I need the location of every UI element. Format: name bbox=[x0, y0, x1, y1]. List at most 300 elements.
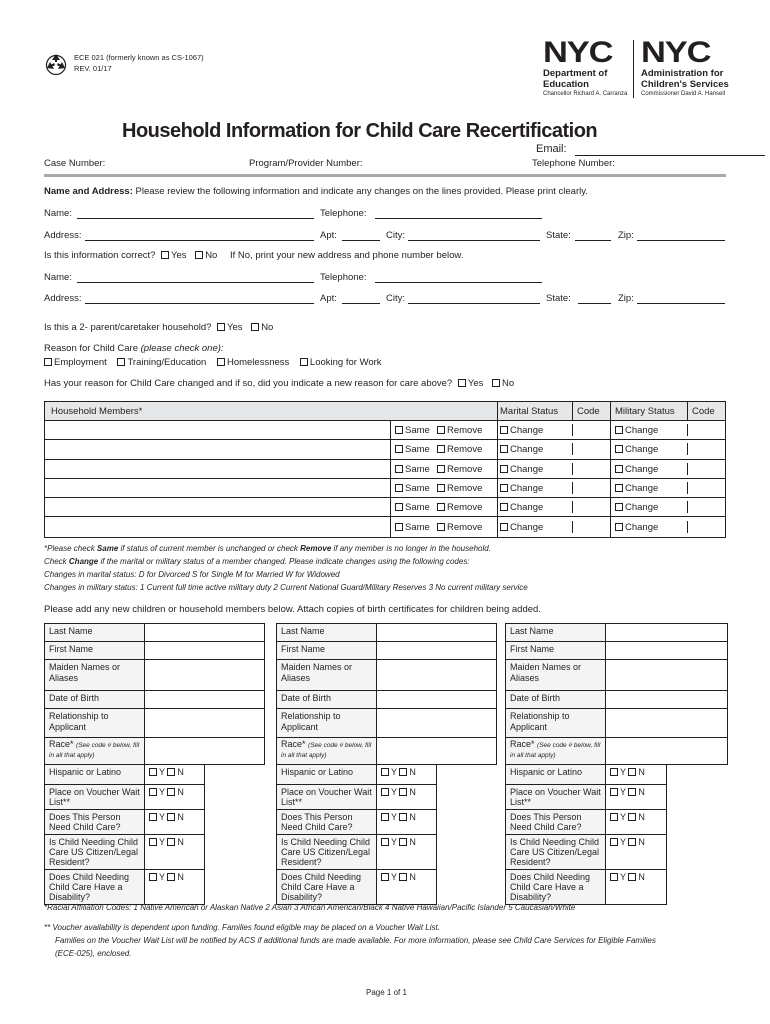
marital-status-header: Marital Status bbox=[500, 406, 559, 417]
new-member-row bbox=[45, 785, 265, 810]
race-hint: (See code # below, fill in all that apply) bbox=[281, 742, 372, 759]
marital-change-label: Change bbox=[510, 425, 544, 436]
reason-label bbox=[44, 343, 224, 354]
no-checkbox[interactable] bbox=[399, 813, 407, 821]
y-label: Y bbox=[159, 872, 165, 882]
maiden-field[interactable] bbox=[377, 660, 497, 691]
new-member-row bbox=[45, 624, 265, 642]
correct-no-checkbox[interactable] bbox=[195, 251, 203, 259]
note-line1-a: *Please check bbox=[44, 544, 97, 553]
doe-logo-text: NYC bbox=[543, 36, 613, 69]
correct-yes-checkbox[interactable] bbox=[161, 251, 169, 259]
marital-change-option bbox=[500, 483, 543, 494]
last-name-field[interactable] bbox=[145, 624, 265, 642]
military-change-label: Change bbox=[625, 425, 659, 436]
member-remove-option bbox=[437, 483, 482, 494]
same-checkbox[interactable] bbox=[395, 484, 403, 492]
yes-checkbox[interactable] bbox=[381, 873, 389, 881]
race-field[interactable] bbox=[377, 738, 497, 765]
remove-checkbox[interactable] bbox=[437, 465, 445, 473]
acs-logo-text: NYC bbox=[641, 36, 711, 69]
same-label: Same bbox=[405, 425, 430, 436]
relationship-field[interactable] bbox=[377, 709, 497, 738]
household-members-header: Household Members* bbox=[51, 406, 143, 417]
n-label: N bbox=[409, 767, 416, 777]
doe-logo bbox=[543, 38, 627, 99]
no-checkbox[interactable] bbox=[628, 813, 636, 821]
name-field[interactable] bbox=[77, 218, 314, 219]
need-care-yn bbox=[145, 810, 205, 835]
member-name-field[interactable] bbox=[45, 479, 389, 497]
reason-changed-no-label: No bbox=[502, 378, 515, 389]
military-change-label: Change bbox=[625, 502, 659, 514]
code-header: Code bbox=[577, 406, 600, 417]
new-member-row bbox=[506, 624, 728, 642]
n-label: N bbox=[638, 812, 645, 822]
email-label bbox=[536, 143, 567, 155]
yes-checkbox[interactable] bbox=[149, 873, 157, 881]
acs-commissioner: Commissioner David A. Hansell bbox=[641, 91, 726, 97]
new-city-label: City: bbox=[386, 293, 405, 304]
new-member-row bbox=[45, 810, 265, 835]
voucher-footnote-2: Families on the Voucher Wait List will be notified by ACS if additional funds are made available. For more information, please see Child Care Services for Eligible Families bbox=[55, 936, 656, 945]
same-checkbox[interactable] bbox=[395, 503, 403, 511]
race-label-cell bbox=[277, 738, 377, 765]
n-label: N bbox=[638, 787, 645, 797]
same-checkbox[interactable] bbox=[395, 523, 403, 531]
acs-name-line1: Administration for bbox=[641, 68, 724, 79]
new-member-row bbox=[277, 785, 497, 810]
new-member-row bbox=[506, 691, 728, 709]
remove-checkbox[interactable] bbox=[437, 484, 445, 492]
last-name-field[interactable] bbox=[377, 624, 497, 642]
military-change-checkbox[interactable] bbox=[615, 503, 623, 511]
two-parent-yes-checkbox[interactable] bbox=[217, 323, 225, 331]
yes-checkbox[interactable] bbox=[149, 768, 157, 776]
member-remove-option bbox=[437, 502, 482, 513]
new-apt-field[interactable] bbox=[342, 303, 380, 304]
yes-checkbox[interactable] bbox=[381, 768, 389, 776]
member-row bbox=[45, 479, 725, 498]
telephone-label: Telephone: bbox=[320, 208, 367, 219]
two-parent-no-checkbox[interactable] bbox=[251, 323, 259, 331]
relationship-label: Relationship to Applicant bbox=[277, 709, 377, 738]
military-change-option bbox=[615, 483, 658, 494]
yes-checkbox[interactable] bbox=[610, 768, 618, 776]
name-address-bold: Name and Address: bbox=[44, 186, 133, 197]
apt-label: Apt: bbox=[320, 230, 337, 241]
no-checkbox[interactable] bbox=[167, 788, 175, 796]
first-name-label: First Name bbox=[277, 642, 377, 660]
marital-code-field[interactable] bbox=[572, 521, 573, 533]
same-checkbox[interactable] bbox=[395, 445, 403, 453]
no-checkbox[interactable] bbox=[399, 768, 407, 776]
dob-field[interactable] bbox=[606, 691, 728, 709]
new-member-table bbox=[44, 623, 265, 905]
member-row bbox=[45, 498, 725, 517]
race-field[interactable] bbox=[606, 738, 728, 765]
correct-no-label: No bbox=[205, 250, 218, 261]
member-name-field[interactable] bbox=[45, 421, 389, 439]
y-label: Y bbox=[620, 767, 626, 777]
no-checkbox[interactable] bbox=[167, 768, 175, 776]
no-checkbox[interactable] bbox=[628, 768, 636, 776]
need-care-yn bbox=[377, 810, 437, 835]
marital-change-option bbox=[500, 425, 543, 436]
military-change-checkbox[interactable] bbox=[615, 523, 623, 531]
new-member-row bbox=[45, 660, 265, 691]
last-name-label: Last Name bbox=[277, 624, 377, 642]
marital-change-checkbox[interactable] bbox=[500, 445, 508, 453]
email-label-text: Email: bbox=[536, 143, 567, 155]
recycle-icon bbox=[44, 52, 68, 76]
name-address-text: Please review the following information and indicate any changes on the lines provided. Please print clearly. bbox=[135, 186, 588, 197]
note-line1-b: if status of current member is unchanged or check bbox=[118, 544, 301, 553]
same-label: Same bbox=[405, 482, 430, 494]
yes-checkbox[interactable] bbox=[381, 838, 389, 846]
disability-label: Does Child Needing Child Care Have a Disability? bbox=[277, 870, 377, 905]
new-member-row bbox=[506, 810, 728, 835]
first-name-field[interactable] bbox=[377, 642, 497, 660]
new-address-field[interactable] bbox=[85, 303, 314, 304]
marital-code-field[interactable] bbox=[572, 482, 573, 494]
race-label-cell bbox=[506, 738, 606, 765]
new-member-row bbox=[45, 709, 265, 738]
new-telephone-label: Telephone: bbox=[320, 272, 367, 283]
new-member-row bbox=[45, 835, 265, 870]
voucher-footnote-3: (ECE-025), enclosed. bbox=[55, 949, 132, 958]
program-provider-label: Program/Provider Number: bbox=[249, 158, 363, 169]
military-code-field[interactable] bbox=[687, 443, 688, 455]
reason-employment-checkbox[interactable] bbox=[44, 358, 52, 366]
reason-changed-yes-label: Yes bbox=[467, 378, 484, 389]
military-change-checkbox[interactable] bbox=[615, 465, 623, 473]
form-rev: REV. 01/17 bbox=[74, 64, 112, 73]
n-label: N bbox=[409, 872, 416, 882]
reason-homelessness-label: Homelessness bbox=[226, 357, 290, 368]
citizen-yn bbox=[606, 835, 667, 870]
reason-training-label: Training/Education bbox=[127, 357, 207, 368]
marital-change-checkbox[interactable] bbox=[500, 426, 508, 434]
reason-changed-no-checkbox[interactable] bbox=[492, 379, 500, 387]
dob-field[interactable] bbox=[145, 691, 265, 709]
dob-label: Date of Birth bbox=[506, 691, 606, 709]
reason-hint: (please check one): bbox=[140, 343, 224, 354]
member-name-field[interactable] bbox=[45, 498, 389, 516]
n-label: N bbox=[177, 767, 184, 777]
y-label: Y bbox=[159, 812, 165, 822]
remove-label: Remove bbox=[447, 425, 483, 436]
yes-checkbox[interactable] bbox=[149, 838, 157, 846]
n-label: N bbox=[409, 837, 416, 847]
reason-changed-yes-checkbox[interactable] bbox=[458, 379, 466, 387]
case-number-label: Case Number: bbox=[44, 158, 106, 169]
no-checkbox[interactable] bbox=[399, 788, 407, 796]
remove-label: Remove bbox=[447, 482, 483, 494]
new-member-row bbox=[506, 870, 728, 905]
relationship-label: Relationship to Applicant bbox=[506, 709, 606, 738]
same-checkbox[interactable] bbox=[395, 465, 403, 473]
remove-label: Remove bbox=[447, 463, 483, 475]
maiden-label: Maiden Names or Aliases bbox=[45, 660, 145, 691]
citizen-yn bbox=[377, 835, 437, 870]
reason-training-checkbox[interactable] bbox=[117, 358, 125, 366]
email-field[interactable] bbox=[575, 155, 765, 156]
marital-change-checkbox[interactable] bbox=[500, 523, 508, 531]
voucher-label: Place on Voucher Wait List** bbox=[45, 785, 145, 810]
military-code-field[interactable] bbox=[687, 521, 688, 533]
military-code-field[interactable] bbox=[687, 482, 688, 494]
race-label-cell bbox=[45, 738, 145, 765]
hispanic-label: Hispanic or Latino bbox=[506, 765, 606, 785]
relationship-field[interactable] bbox=[145, 709, 265, 738]
disability-label: Does Child Needing Child Care Have a Disability? bbox=[506, 870, 606, 905]
hispanic-label: Hispanic or Latino bbox=[45, 765, 145, 785]
voucher-yn bbox=[145, 785, 205, 810]
disability-yn bbox=[377, 870, 437, 905]
new-member-row bbox=[277, 709, 497, 738]
no-checkbox[interactable] bbox=[167, 838, 175, 846]
household-members-table bbox=[44, 401, 726, 538]
note-line2-b: if the marital or military status of a member changed. Please indicate changes using the following codes: bbox=[98, 557, 470, 566]
y-label: Y bbox=[620, 872, 626, 882]
new-member-row bbox=[277, 624, 497, 642]
reason-changed-question bbox=[44, 378, 514, 389]
same-label: Same bbox=[405, 502, 430, 514]
name-address-heading bbox=[44, 186, 588, 197]
marital-change-option bbox=[500, 522, 543, 533]
marital-change-option bbox=[500, 464, 543, 475]
correct-question bbox=[44, 250, 463, 261]
same-checkbox[interactable] bbox=[395, 426, 403, 434]
new-member-row bbox=[506, 660, 728, 691]
reason-looking-checkbox[interactable] bbox=[300, 358, 308, 366]
member-name-field[interactable] bbox=[45, 440, 389, 458]
race-label: Race* bbox=[510, 739, 535, 749]
marital-code-field[interactable] bbox=[572, 463, 573, 475]
reason-options bbox=[44, 357, 382, 368]
new-member-row bbox=[45, 870, 265, 905]
dob-label: Date of Birth bbox=[45, 691, 145, 709]
yes-checkbox[interactable] bbox=[610, 873, 618, 881]
marital-change-option bbox=[500, 502, 543, 513]
y-label: Y bbox=[620, 787, 626, 797]
race-hint: (See code # below, fill in all that apply) bbox=[49, 742, 140, 759]
new-member-row bbox=[506, 835, 728, 870]
marital-code-field[interactable] bbox=[572, 443, 573, 455]
acs-logo bbox=[641, 38, 729, 99]
military-change-option bbox=[615, 522, 658, 533]
form-id: ECE 021 (formerly known as CS-1067) bbox=[74, 53, 204, 62]
code2-header: Code bbox=[692, 406, 715, 417]
yes-checkbox[interactable] bbox=[610, 838, 618, 846]
marital-change-checkbox[interactable] bbox=[500, 465, 508, 473]
voucher-footnote-1: ** Voucher availability is dependent upon funding. Families found eligible may be placed on a Voucher Wait List. bbox=[44, 923, 440, 932]
new-member-row bbox=[506, 709, 728, 738]
no-checkbox[interactable] bbox=[628, 838, 636, 846]
yes-checkbox[interactable] bbox=[381, 788, 389, 796]
new-state-field[interactable] bbox=[578, 303, 611, 304]
race-codes-footnote: *Racial Affiliation Codes: 1 Native American or Alaskan Native 2 Asian 3 African American/Black 4 Native Hawaiian/Pacific Islander 5 Caucasian/White bbox=[44, 903, 576, 912]
vline bbox=[572, 402, 573, 421]
y-label: Y bbox=[159, 787, 165, 797]
page-title: Household Information for Child Care Recertification bbox=[122, 120, 598, 142]
new-member-row bbox=[277, 642, 497, 660]
new-zip-label: Zip: bbox=[618, 293, 634, 304]
correct-question-text: Is this information correct? bbox=[44, 250, 156, 261]
voucher-yn bbox=[377, 785, 437, 810]
no-checkbox[interactable] bbox=[167, 873, 175, 881]
zip-field[interactable] bbox=[637, 240, 725, 241]
divider bbox=[44, 174, 726, 177]
military-code-field[interactable] bbox=[687, 501, 688, 513]
need-care-label: Does This Person Need Child Care? bbox=[506, 810, 606, 835]
member-same-option bbox=[395, 464, 430, 475]
address-field[interactable] bbox=[85, 240, 314, 241]
new-member-row bbox=[506, 738, 728, 765]
member-row bbox=[45, 518, 725, 537]
correct-yes-label: Yes bbox=[171, 250, 187, 261]
need-care-label: Does This Person Need Child Care? bbox=[277, 810, 377, 835]
voucher-label: Place on Voucher Wait List** bbox=[277, 785, 377, 810]
remove-checkbox[interactable] bbox=[437, 445, 445, 453]
marital-change-checkbox[interactable] bbox=[500, 484, 508, 492]
same-label: Same bbox=[405, 521, 430, 533]
y-label: Y bbox=[620, 837, 626, 847]
add-members-text: Please add any new children or household members below. Attach copies of birth certificates for children being added. bbox=[44, 604, 541, 615]
military-change-label: Change bbox=[625, 482, 659, 494]
new-zip-field[interactable] bbox=[637, 303, 725, 304]
disability-label: Does Child Needing Child Care Have a Disability? bbox=[45, 870, 145, 905]
new-member-row bbox=[277, 660, 497, 691]
military-change-label: Change bbox=[625, 444, 659, 456]
remove-checkbox[interactable] bbox=[437, 523, 445, 531]
marital-change-checkbox[interactable] bbox=[500, 503, 508, 511]
military-change-label: Change bbox=[625, 463, 659, 475]
dob-label: Date of Birth bbox=[277, 691, 377, 709]
military-change-checkbox[interactable] bbox=[615, 445, 623, 453]
doe-name-line1: Department of bbox=[543, 68, 608, 79]
hispanic-yn bbox=[145, 765, 205, 785]
member-remove-option bbox=[437, 444, 482, 455]
new-name-label: Name: bbox=[44, 272, 72, 283]
marital-change-label: Change bbox=[510, 482, 544, 494]
relationship-label: Relationship to Applicant bbox=[45, 709, 145, 738]
marital-change-option bbox=[500, 444, 543, 455]
page-number: Page 1 of 1 bbox=[366, 988, 407, 997]
hispanic-label: Hispanic or Latino bbox=[277, 765, 377, 785]
remove-checkbox[interactable] bbox=[437, 503, 445, 511]
address-label: Address: bbox=[44, 230, 82, 241]
member-name-field[interactable] bbox=[45, 460, 389, 478]
military-change-label: Change bbox=[625, 521, 659, 533]
new-member-row bbox=[506, 642, 728, 660]
maiden-field[interactable] bbox=[145, 660, 265, 691]
citizen-label: Is Child Needing Child Care US Citizen/Legal Resident? bbox=[506, 835, 606, 870]
need-care-label: Does This Person Need Child Care? bbox=[45, 810, 145, 835]
same-label: Same bbox=[405, 444, 430, 456]
new-city-field[interactable] bbox=[408, 303, 540, 304]
dob-field[interactable] bbox=[377, 691, 497, 709]
state-field[interactable] bbox=[575, 240, 611, 241]
n-label: N bbox=[638, 872, 645, 882]
military-change-checkbox[interactable] bbox=[615, 484, 623, 492]
marital-change-label: Change bbox=[510, 502, 544, 514]
military-code-field[interactable] bbox=[687, 424, 688, 436]
marital-code-field[interactable] bbox=[572, 424, 573, 436]
relationship-field[interactable] bbox=[606, 709, 728, 738]
military-change-option bbox=[615, 464, 658, 475]
no-checkbox[interactable] bbox=[628, 873, 636, 881]
citizen-label: Is Child Needing Child Care US Citizen/Legal Resident? bbox=[277, 835, 377, 870]
member-remove-option bbox=[437, 464, 482, 475]
first-name-field[interactable] bbox=[145, 642, 265, 660]
military-change-checkbox[interactable] bbox=[615, 426, 623, 434]
maiden-field[interactable] bbox=[606, 660, 728, 691]
member-name-field[interactable] bbox=[45, 518, 389, 537]
no-checkbox[interactable] bbox=[399, 873, 407, 881]
disability-yn bbox=[145, 870, 205, 905]
yes-checkbox[interactable] bbox=[610, 813, 618, 821]
member-remove-option bbox=[437, 522, 482, 533]
telephone-field[interactable] bbox=[375, 218, 542, 219]
logo-divider bbox=[633, 40, 634, 98]
y-label: Y bbox=[159, 767, 165, 777]
city-field[interactable] bbox=[408, 240, 540, 241]
new-member-row bbox=[277, 810, 497, 835]
member-remove-option bbox=[437, 425, 482, 436]
first-name-field[interactable] bbox=[606, 642, 728, 660]
remove-checkbox[interactable] bbox=[437, 426, 445, 434]
yes-checkbox[interactable] bbox=[610, 788, 618, 796]
reason-homelessness-checkbox[interactable] bbox=[217, 358, 225, 366]
acs-name-line2: Children's Services bbox=[641, 79, 729, 90]
new-name-field[interactable] bbox=[77, 282, 314, 283]
yes-checkbox[interactable] bbox=[381, 813, 389, 821]
hispanic-yn bbox=[606, 765, 667, 785]
military-status-header: Military Status bbox=[615, 406, 675, 417]
last-name-label: Last Name bbox=[506, 624, 606, 642]
new-member-row bbox=[277, 691, 497, 709]
note-line1-c: if any member is no longer in the household. bbox=[331, 544, 491, 553]
note-line1-remove: Remove bbox=[300, 544, 332, 553]
remove-label: Remove bbox=[447, 521, 483, 533]
no-checkbox[interactable] bbox=[399, 838, 407, 846]
telephone-number-label: Telephone Number: bbox=[532, 158, 615, 169]
race-field[interactable] bbox=[145, 738, 265, 765]
new-member-row bbox=[506, 765, 728, 785]
military-code-field[interactable] bbox=[687, 463, 688, 475]
vline bbox=[687, 402, 688, 421]
no-checkbox[interactable] bbox=[628, 788, 636, 796]
apt-field[interactable] bbox=[342, 240, 380, 241]
new-member-row bbox=[277, 765, 497, 785]
reason-looking-label: Looking for Work bbox=[309, 357, 382, 368]
doe-name-line2: Education bbox=[543, 79, 589, 90]
yes-checkbox[interactable] bbox=[149, 788, 157, 796]
no-checkbox[interactable] bbox=[167, 813, 175, 821]
voucher-label: Place on Voucher Wait List** bbox=[506, 785, 606, 810]
member-row bbox=[45, 440, 725, 459]
same-label: Same bbox=[405, 463, 430, 475]
yes-checkbox[interactable] bbox=[149, 813, 157, 821]
military-change-option bbox=[615, 444, 658, 455]
last-name-field[interactable] bbox=[606, 624, 728, 642]
new-telephone-field[interactable] bbox=[375, 282, 542, 283]
reason-changed-text: Has your reason for Child Care changed and if so, did you indicate a new reason for care above? bbox=[44, 378, 453, 389]
marital-code-field[interactable] bbox=[572, 501, 573, 513]
race-hint: (See code # below, fill in all that apply) bbox=[510, 742, 601, 759]
